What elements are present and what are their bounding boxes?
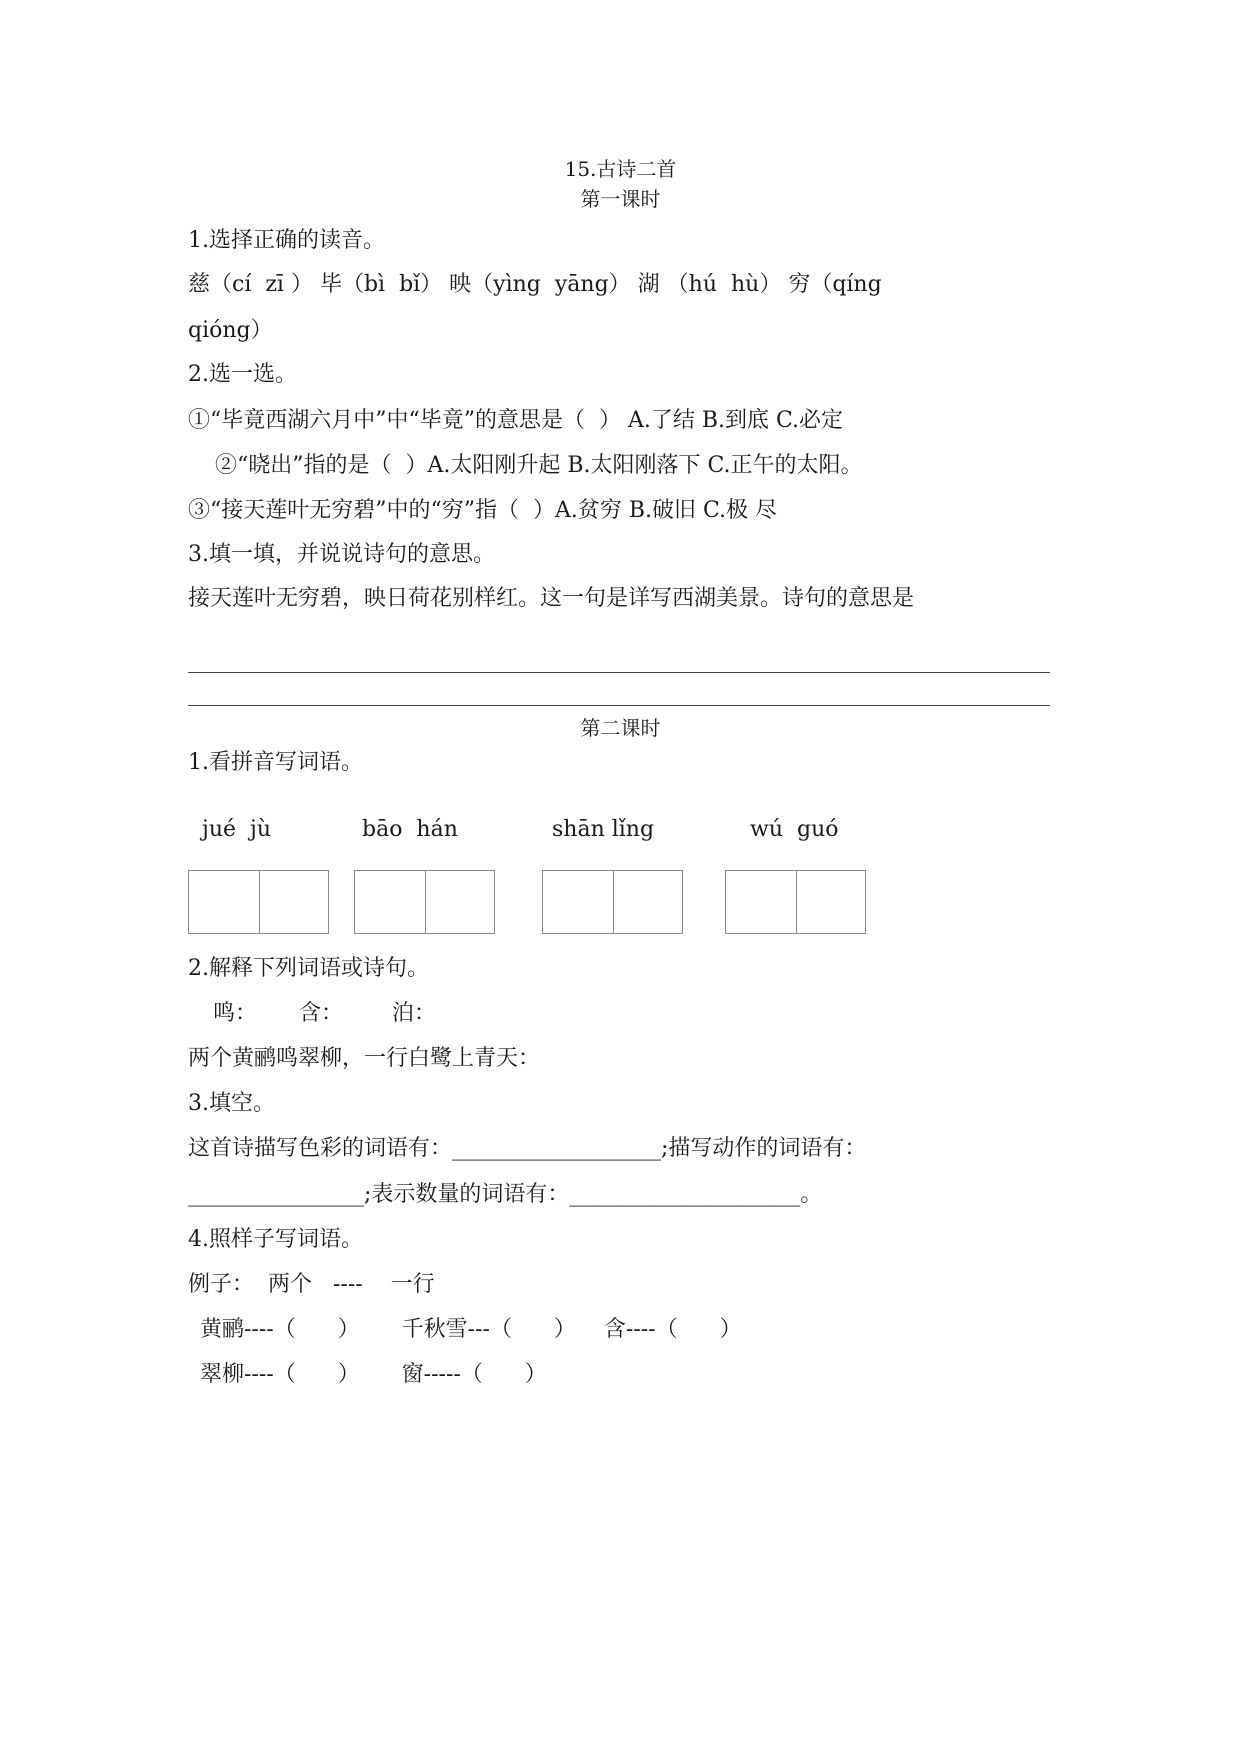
lesson2-q3-line2: ________________;表示数量的词语有：_____________________。 [188, 1182, 823, 1207]
lesson1-title: 第一课时 [580, 187, 661, 211]
writing-box[interactable] [188, 870, 329, 934]
lesson2-q2-words: 鸣： 含： 泊： [213, 1001, 436, 1026]
lesson2-q3-heading: 3.填空。 [188, 1091, 275, 1116]
lesson1-q3-heading: 3.填一填，并说说诗句的意思。 [188, 542, 495, 567]
lesson1-q1-line2: qióng） [188, 318, 273, 343]
worksheet-title: 15.古诗二首 [564, 157, 677, 181]
lesson1-q2-item1: ①“毕竟西湖六月中”中“毕竟”的意思是（ ） A.了结 B.到底 C.必定 [188, 408, 844, 433]
lesson2-q4-heading: 4.照样子写词语。 [188, 1227, 363, 1252]
lesson2-q2-heading: 2.解释下列词语或诗句。 [188, 956, 429, 981]
answer-line-1[interactable] [188, 672, 1050, 673]
lesson2-title: 第二课时 [580, 716, 661, 740]
pinyin-label: jué jù [202, 817, 271, 842]
lesson1-q1-line1: 慈（cí zī ） 毕（bì bǐ） 映（yìng yāng） 湖 （hú hù） 穷（qíng [188, 272, 882, 297]
lesson1-q2-item3: ③“接天莲叶无穷碧”中的“穷”指（ ）A.贫穷 B.破旧 C.极 尽 [188, 498, 778, 523]
lesson2-q4-row2: 翠柳----（ ） 窗-----（ ） [200, 1362, 547, 1387]
lesson2-q1-heading: 1.看拼音写词语。 [188, 750, 363, 775]
lesson1-q2-item2: ②“晓出”指的是（ ）A.太阳刚升起 B.太阳刚落下 C.正午的太阳。 [215, 453, 863, 478]
lesson2-q3-line1: 这首诗描写色彩的词语有：___________________;描写动作的词语有： [188, 1136, 867, 1161]
writing-box[interactable] [542, 870, 683, 934]
pinyin-label: bāo hán [362, 817, 458, 842]
writing-box[interactable] [354, 870, 495, 934]
lesson2-q4-example: 例子： 两个 ---- 一行 [188, 1272, 435, 1297]
lesson1-q3-text: 接天莲叶无穷碧，映日荷花别样红。这一句是详写西湖美景。诗句的意思是 [188, 586, 915, 611]
lesson2-q2-poem: 两个黄鹂鸣翠柳，一行白鹭上青天： [188, 1046, 541, 1071]
pinyin-label: wú guó [750, 817, 839, 842]
lesson2-q4-row1: 黄鹂----（ ） 千秋雪---（ ） 含----（ ） [200, 1317, 742, 1342]
pinyin-label: shān lǐng [552, 817, 655, 842]
lesson1-q1-heading: 1.选择正确的读音。 [188, 228, 385, 253]
lesson1-q2-heading: 2.选一选。 [188, 362, 297, 387]
answer-line-2[interactable] [188, 705, 1050, 706]
writing-box[interactable] [725, 870, 866, 934]
